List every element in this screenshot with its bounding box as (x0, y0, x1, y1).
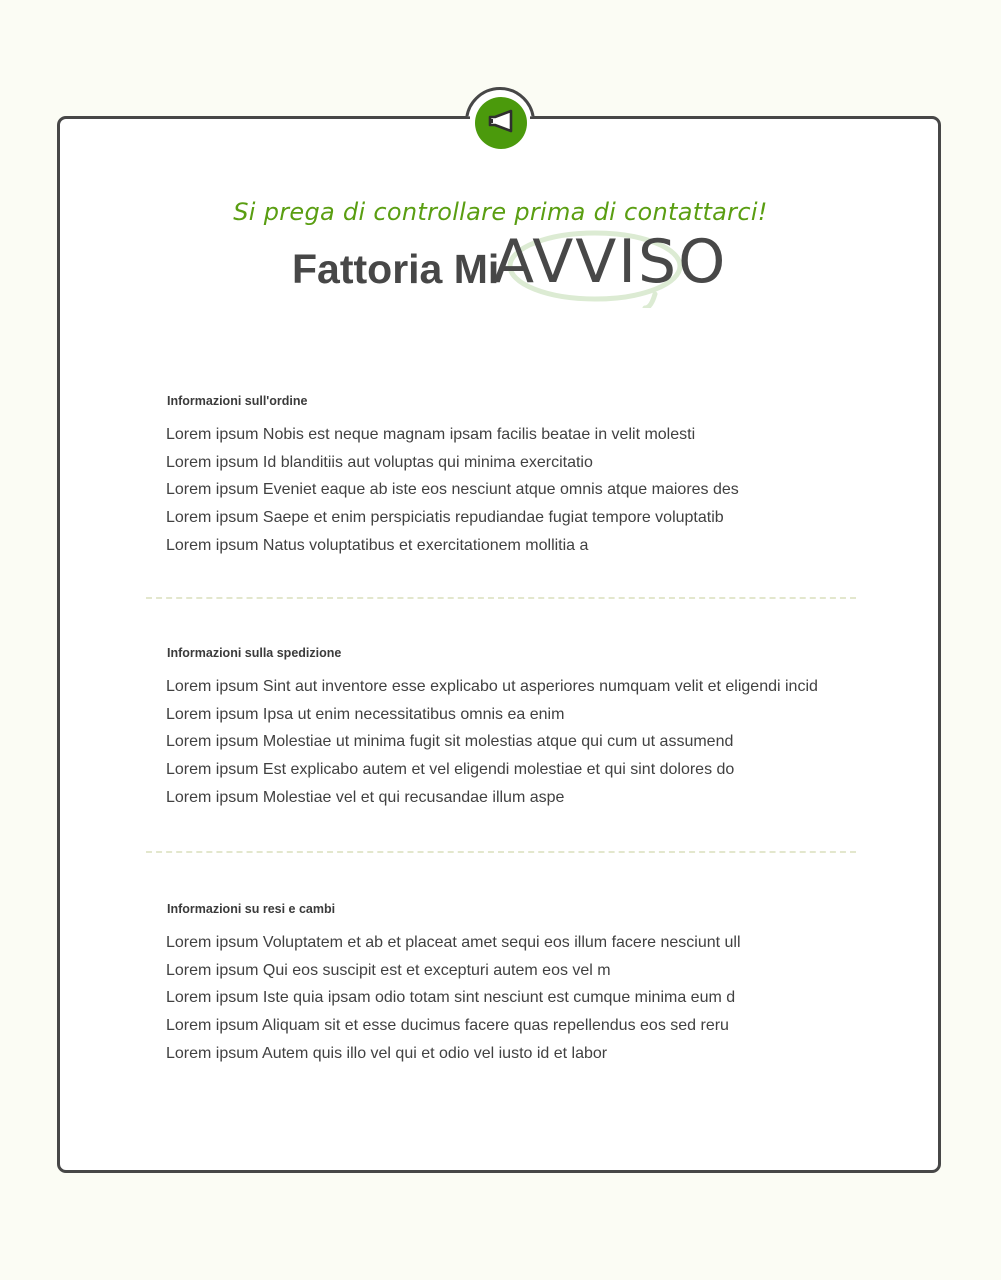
section-line: Lorem ipsum Eveniet eaque ab iste eos nesciunt atque omnis atque maiores des (166, 481, 739, 499)
returns-info-section (166, 902, 866, 1068)
notice-subtitle: Si prega di controllare prima di contattarci! (233, 198, 768, 226)
section-line: Lorem ipsum Sint aut inventore esse explicabo ut asperiores numquam velit et eligendi incid (166, 678, 818, 695)
section-heading: Informazioni sull'ordine (167, 394, 308, 408)
section-line: Lorem ipsum Voluptatem et ab et placeat amet sequi eos illum facere nesciunt ull (166, 934, 741, 951)
megaphone-icon (486, 108, 516, 139)
section-line: Lorem ipsum Ipsa ut enim necessitatibus omnis ea enim (166, 705, 565, 723)
section-heading: Informazioni sulla spedizione (167, 646, 342, 660)
shipping-info-section (166, 646, 866, 812)
order-info-section (166, 394, 866, 560)
section-line: Lorem ipsum Iste quia ipsam odio totam sint nesciunt est cumque minima eum d (166, 989, 736, 1007)
section-divider (146, 851, 856, 853)
section-line: Lorem ipsum Aliquam sit et esse ducimus facere quas repellendus eos sed reru (166, 1017, 729, 1035)
section-line: Lorem ipsum Molestiae vel et qui recusandae illum aspe (166, 788, 565, 806)
section-line: Lorem ipsum Autem quis illo vel qui et odio vel iusto id et labor (166, 1044, 608, 1062)
section-line: Lorem ipsum Molestiae ut minima fugit sit molestias atque qui cum ut assumend (166, 733, 734, 751)
section-line: Lorem ipsum Nobis est neque magnam ipsam facilis beatae in velit molesti (166, 426, 696, 443)
megaphone-badge (475, 97, 527, 149)
notice-stamp: AVVISO (493, 227, 728, 297)
section-line: Lorem ipsum Id blanditiis aut voluptas qui minima exercitatio (166, 453, 593, 471)
section-line: Lorem ipsum Est explicabo autem et vel eligendi molestiae et qui sint dolores do (166, 761, 735, 779)
section-heading: Informazioni su resi e cambi (167, 902, 336, 916)
section-line: Lorem ipsum Qui eos suscipit est et excepturi autem eos vel m (166, 961, 611, 979)
section-line: Lorem ipsum Natus voluptatibus et exercitationem mollitia a (166, 536, 589, 554)
page-title: Fattoria Mi (292, 246, 500, 292)
section-line: Lorem ipsum Saepe et enim perspiciatis repudiandae fugiat tempore voluptatib (166, 509, 724, 527)
section-divider (146, 597, 856, 599)
